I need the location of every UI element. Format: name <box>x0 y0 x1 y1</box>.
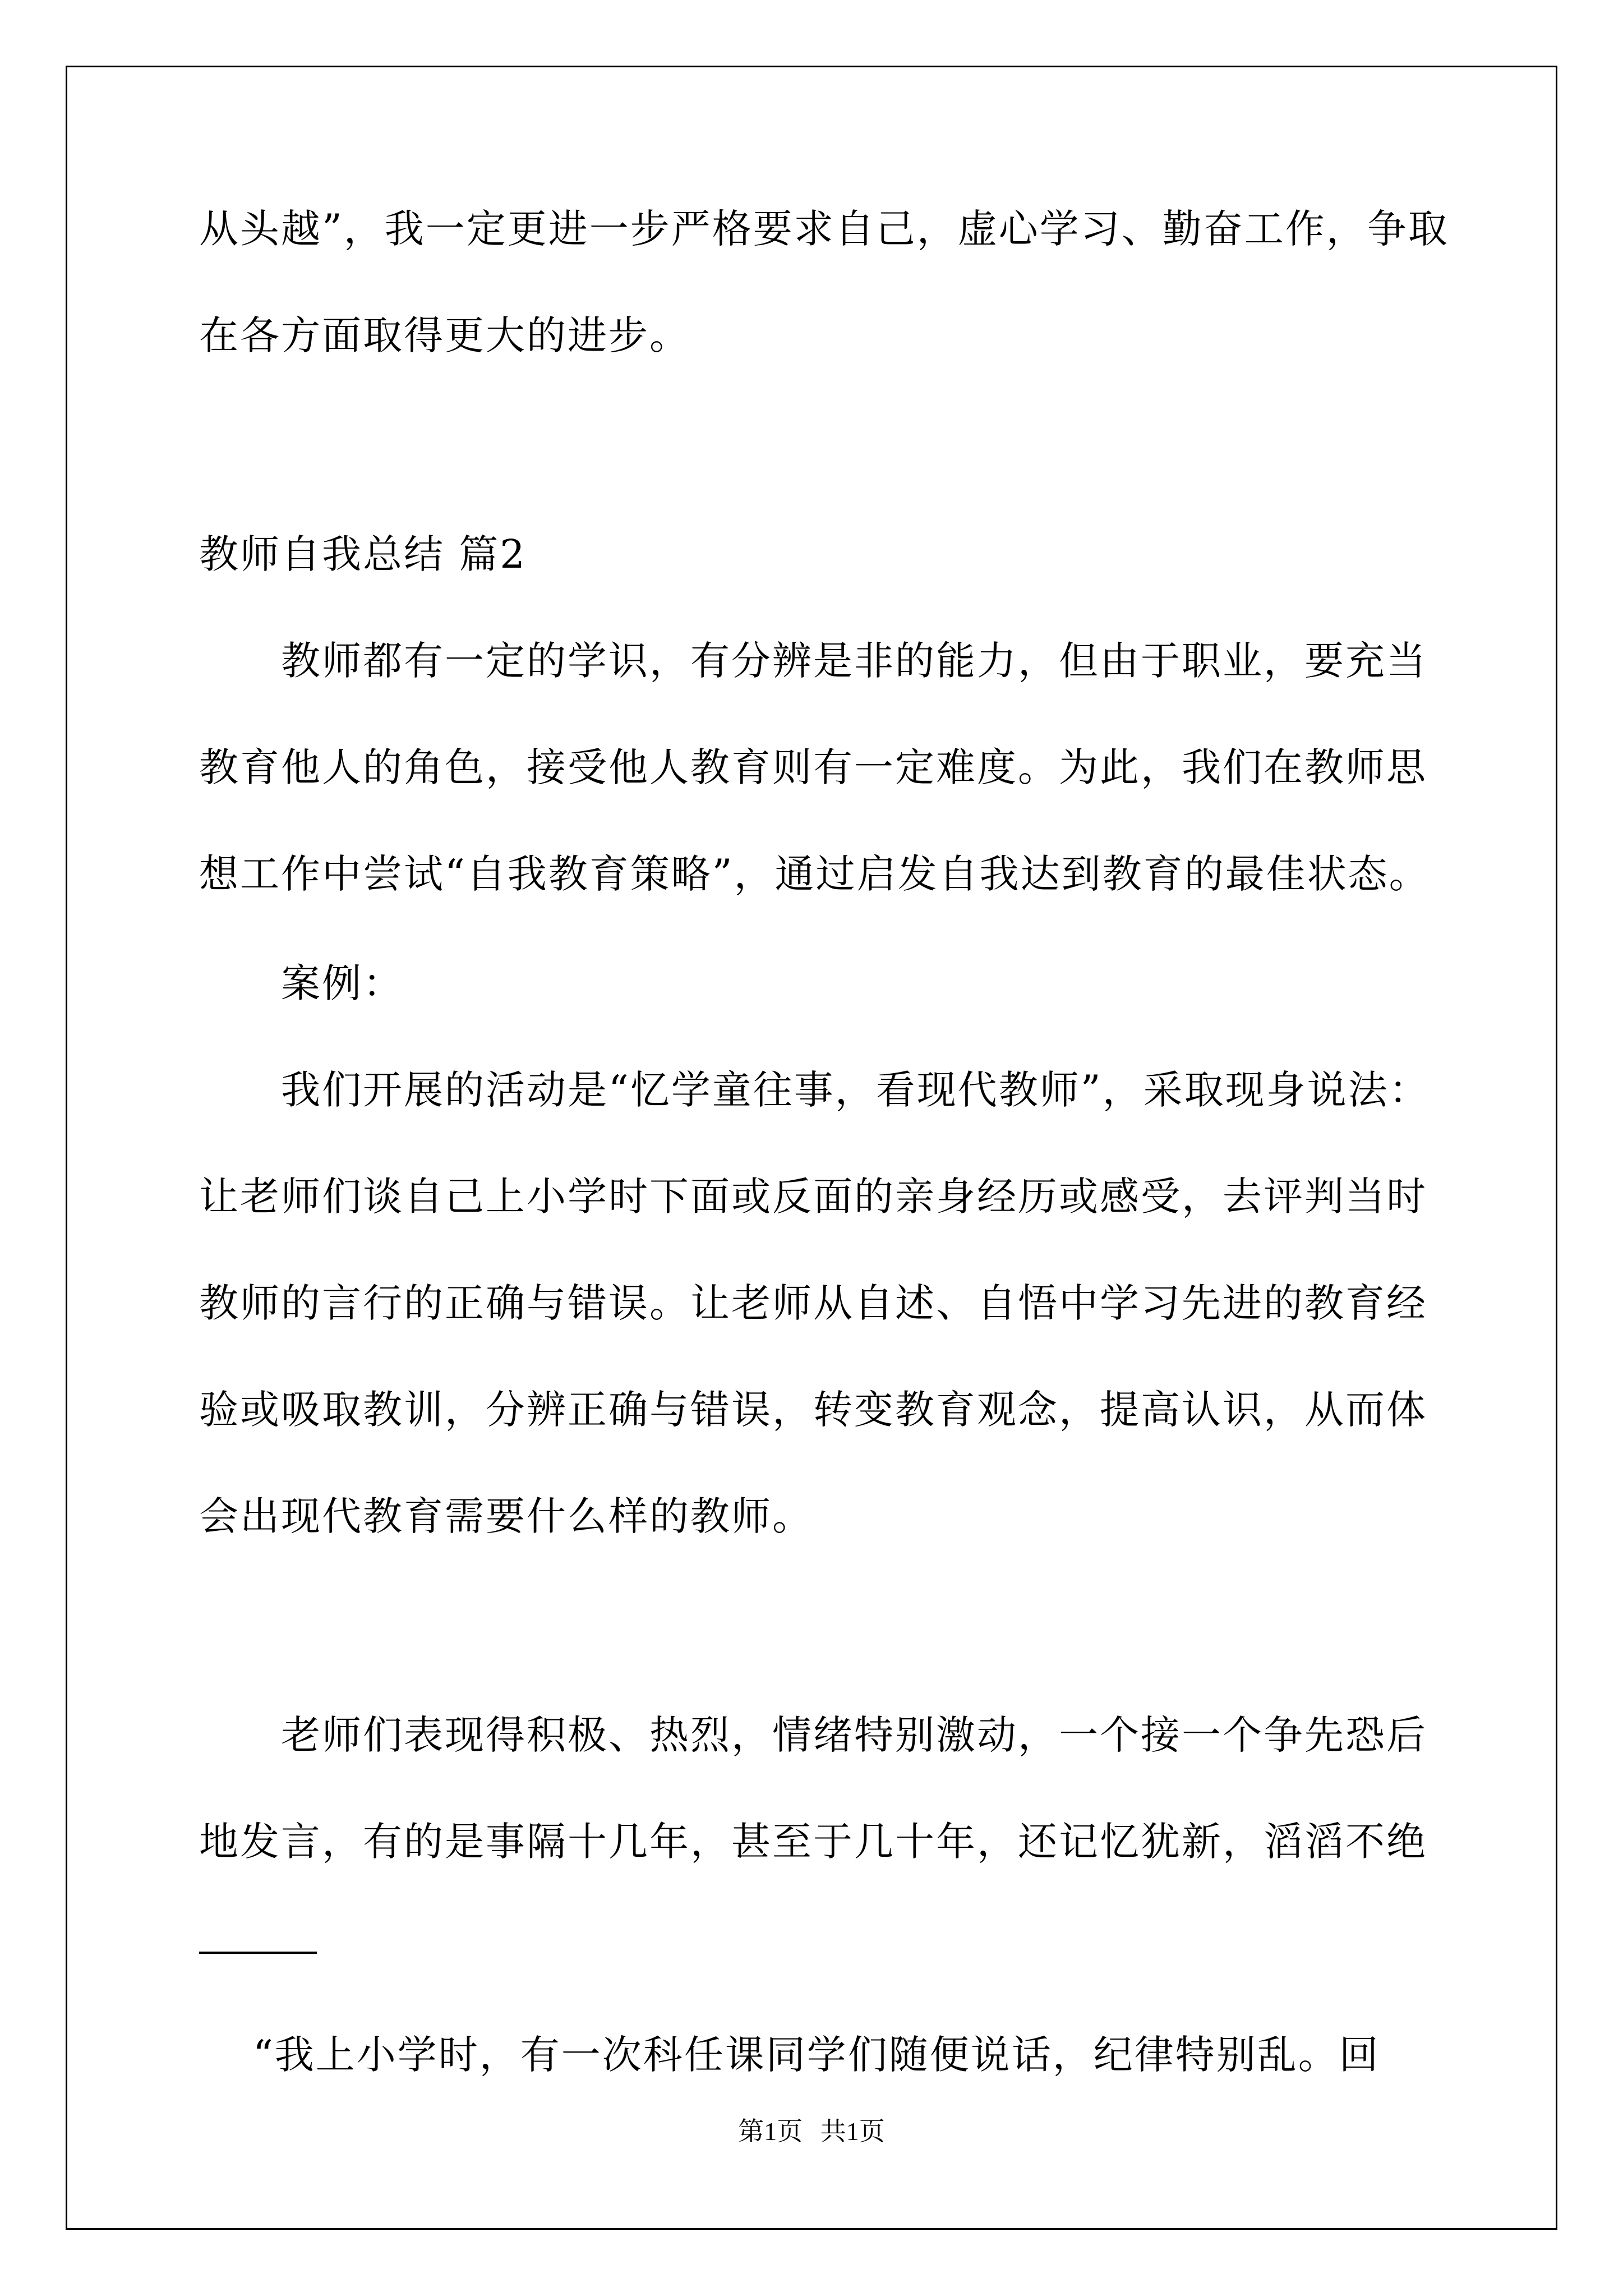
page-total: 共1页 <box>820 2117 885 2146</box>
text-line-6: 想工作中尝试“自我教育策略”，通过启发自我达到教育的最佳状态。 <box>199 851 1430 897</box>
page-footer <box>0 2115 1623 2148</box>
page-number: 第1页 <box>738 2117 803 2146</box>
text-line-13: 老师们表现得积极、热烈，情绪特别激动，一个接一个争先恐后 <box>281 1712 1427 1758</box>
em-dash <box>199 1952 317 1954</box>
text-line-16: “我上小学时，有一次科任课同学们随便说话，纪律特别乱。回 <box>253 2032 1380 2078</box>
section-heading: 教师自我总结 篇2 <box>199 531 527 577</box>
text-line-10: 教师的言行的正确与错误。让老师从自述、自悟中学习先进的教育经 <box>199 1280 1427 1326</box>
em-dash-line <box>199 1921 317 1975</box>
text-line-11: 验或吸取教训，分辨正确与错误，转变教育观念，提高认识，从而体 <box>199 1387 1427 1433</box>
text-line-12: 会出现代教育需要什么样的教师。 <box>199 1493 813 1539</box>
text-line-5: 教育他人的角色，接受他人教育则有一定难度。为此，我们在教师思 <box>199 744 1427 790</box>
text-line-8: 我们开展的活动是“忆学童往事，看现代教师”，采取现身说法： <box>281 1067 1430 1113</box>
text-line-2: 在各方面取得更大的进步。 <box>199 312 690 358</box>
page-border <box>66 66 1557 2230</box>
text-line-7: 案例： <box>281 960 404 1006</box>
text-line-4: 教师都有一定的学识，有分辨是非的能力，但由于职业，要充当 <box>281 638 1427 684</box>
text-line-14: 地发言，有的是事隔十几年，甚至于几十年，还记忆犹新，滔滔不绝 <box>199 1819 1427 1865</box>
text-line-1: 从头越”，我一定更进一步严格要求自己，虚心学习、勤奋工作，争取 <box>199 206 1449 252</box>
text-line-9: 让老师们谈自己上小学时下面或反面的亲身经历或感受，去评判当时 <box>199 1174 1427 1220</box>
